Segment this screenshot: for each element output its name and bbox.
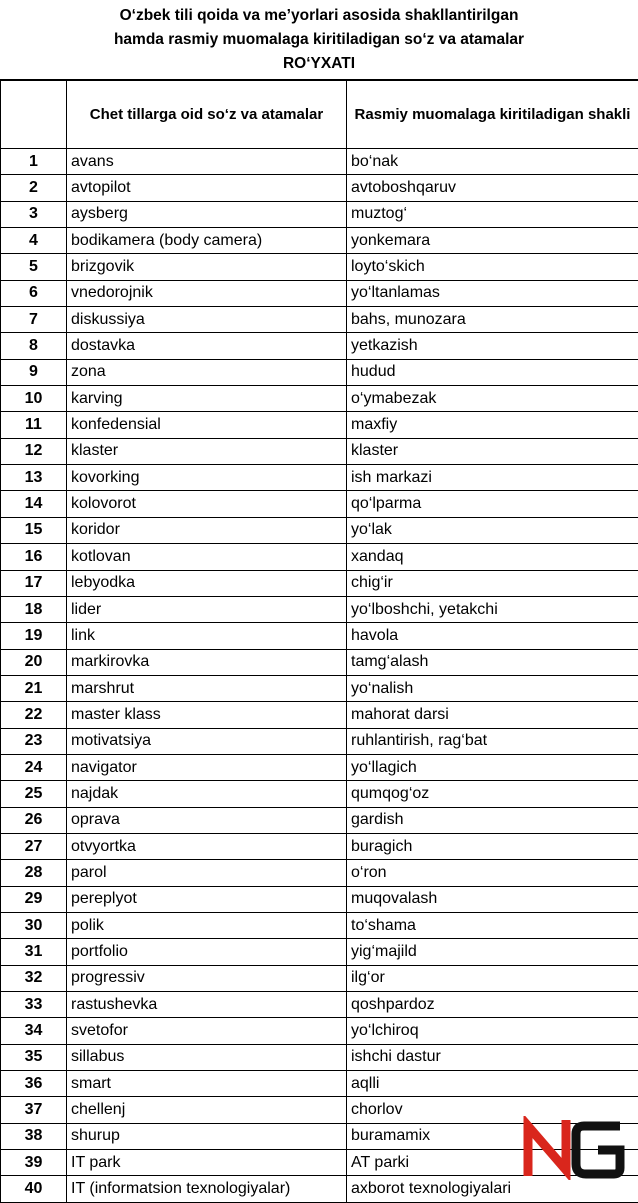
- row-number: 31: [1, 939, 67, 965]
- row-number: 19: [1, 623, 67, 649]
- row-number: 25: [1, 781, 67, 807]
- official-form-cell: yo‘llagich: [347, 754, 638, 780]
- row-number: 11: [1, 412, 67, 438]
- official-form-cell: mahorat darsi: [347, 702, 638, 728]
- foreign-word-cell: konfedensial: [67, 412, 347, 438]
- foreign-word-cell: markirovka: [67, 649, 347, 675]
- row-number: 2: [1, 175, 67, 201]
- table-row: [1, 886, 638, 912]
- table-row: [1, 596, 638, 622]
- foreign-word-cell: shurup: [67, 1123, 347, 1149]
- table-row: [1, 386, 638, 412]
- table-row: [1, 280, 638, 306]
- row-number: 10: [1, 386, 67, 412]
- row-number: 12: [1, 438, 67, 464]
- row-number: 5: [1, 254, 67, 280]
- row-number: 1: [1, 149, 67, 175]
- official-form-cell: qumqog‘oz: [347, 781, 638, 807]
- official-form-cell: buramamix: [347, 1123, 638, 1149]
- official-form-cell: chorlov: [347, 1097, 638, 1123]
- table-row: [1, 544, 638, 570]
- row-number: 27: [1, 833, 67, 859]
- table-row: [1, 359, 638, 385]
- official-form-cell: o‘ymabezak: [347, 386, 638, 412]
- row-number: 36: [1, 1071, 67, 1097]
- official-form-cell: yonkemara: [347, 228, 638, 254]
- foreign-word-cell: svetofor: [67, 1018, 347, 1044]
- table-row: [1, 965, 638, 991]
- foreign-word-cell: lebyodka: [67, 570, 347, 596]
- official-form-cell: gardish: [347, 807, 638, 833]
- foreign-word-cell: navigator: [67, 754, 347, 780]
- foreign-word-cell: avtopilot: [67, 175, 347, 201]
- foreign-word-cell: polik: [67, 912, 347, 938]
- table-row: [1, 201, 638, 227]
- row-number: 40: [1, 1176, 67, 1202]
- official-form-cell: maxfiy: [347, 412, 638, 438]
- row-number: 24: [1, 754, 67, 780]
- row-number: 38: [1, 1123, 67, 1149]
- foreign-word-cell: lider: [67, 596, 347, 622]
- official-form-cell: qoshpardoz: [347, 992, 638, 1018]
- row-number: 37: [1, 1097, 67, 1123]
- title-line-3: RO‘YXATI: [0, 52, 638, 76]
- table-header-row: [1, 81, 638, 149]
- foreign-word-cell: parol: [67, 860, 347, 886]
- row-number: 23: [1, 728, 67, 754]
- official-form-cell: axborot texnologiyalari: [347, 1176, 638, 1202]
- foreign-word-cell: sillabus: [67, 1044, 347, 1070]
- row-number: 32: [1, 965, 67, 991]
- official-form-cell: ilg‘or: [347, 965, 638, 991]
- row-number: 21: [1, 675, 67, 701]
- row-number: 39: [1, 1150, 67, 1176]
- foreign-word-cell: dostavka: [67, 333, 347, 359]
- row-number: 3: [1, 201, 67, 227]
- foreign-word-cell: motivatsiya: [67, 728, 347, 754]
- official-form-cell: yo‘nalish: [347, 675, 638, 701]
- row-number: 15: [1, 517, 67, 543]
- foreign-word-cell: vnedorojnik: [67, 280, 347, 306]
- row-number: 6: [1, 280, 67, 306]
- word-list-table: [0, 80, 638, 1203]
- official-form-cell: yig‘majild: [347, 939, 638, 965]
- official-form-cell: tamg‘alash: [347, 649, 638, 675]
- row-number: 35: [1, 1044, 67, 1070]
- foreign-word-cell: IT park: [67, 1150, 347, 1176]
- foreign-word-cell: chellenj: [67, 1097, 347, 1123]
- table-row: [1, 307, 638, 333]
- official-form-cell: havola: [347, 623, 638, 649]
- ng-logo: [522, 1116, 626, 1180]
- table-row: [1, 1018, 638, 1044]
- official-form-cell: yo‘lchiroq: [347, 1018, 638, 1044]
- official-form-cell: o‘ron: [347, 860, 638, 886]
- row-number: 26: [1, 807, 67, 833]
- foreign-word-cell: progressiv: [67, 965, 347, 991]
- table-row: [1, 912, 638, 938]
- official-form-cell: AT parki: [347, 1150, 638, 1176]
- row-number: 28: [1, 860, 67, 886]
- table-row: [1, 860, 638, 886]
- foreign-word-cell: rastushevka: [67, 992, 347, 1018]
- header-official-form: Rasmiy muomalaga kiritiladigan shakli: [347, 81, 638, 149]
- foreign-word-cell: kotlovan: [67, 544, 347, 570]
- table-row: [1, 781, 638, 807]
- official-form-cell: ruhlantirish, rag‘bat: [347, 728, 638, 754]
- row-number: 20: [1, 649, 67, 675]
- official-form-cell: muqovalash: [347, 886, 638, 912]
- official-form-cell: hudud: [347, 359, 638, 385]
- official-form-cell: yo‘lak: [347, 517, 638, 543]
- table-row: [1, 623, 638, 649]
- row-number: 30: [1, 912, 67, 938]
- table-row: [1, 517, 638, 543]
- foreign-word-cell: diskussiya: [67, 307, 347, 333]
- table-row: [1, 438, 638, 464]
- foreign-word-cell: zona: [67, 359, 347, 385]
- foreign-word-cell: portfolio: [67, 939, 347, 965]
- official-form-cell: yo‘lboshchi, yetakchi: [347, 596, 638, 622]
- table-row: [1, 649, 638, 675]
- foreign-word-cell: avans: [67, 149, 347, 175]
- table-body: [1, 149, 638, 1203]
- official-form-cell: loyto‘skich: [347, 254, 638, 280]
- foreign-word-cell: pereplyot: [67, 886, 347, 912]
- official-form-cell: buragich: [347, 833, 638, 859]
- table-row: [1, 728, 638, 754]
- table-row: [1, 412, 638, 438]
- official-form-cell: ishchi dastur: [347, 1044, 638, 1070]
- foreign-word-cell: link: [67, 623, 347, 649]
- table-row: [1, 228, 638, 254]
- row-number: 13: [1, 465, 67, 491]
- title-line-1: O‘zbek tili qoida va me’yorlari asosida shakllantirilgan: [0, 4, 638, 28]
- official-form-cell: bo‘nak: [347, 149, 638, 175]
- row-number: 8: [1, 333, 67, 359]
- row-number: 14: [1, 491, 67, 517]
- foreign-word-cell: aysberg: [67, 201, 347, 227]
- official-form-cell: yetkazish: [347, 333, 638, 359]
- foreign-word-cell: kovorking: [67, 465, 347, 491]
- foreign-word-cell: brizgovik: [67, 254, 347, 280]
- table-row: [1, 939, 638, 965]
- row-number: 18: [1, 596, 67, 622]
- table-row: [1, 570, 638, 596]
- foreign-word-cell: otvyortka: [67, 833, 347, 859]
- row-number: 4: [1, 228, 67, 254]
- official-form-cell: ish markazi: [347, 465, 638, 491]
- table-row: [1, 175, 638, 201]
- title-line-2: hamda rasmiy muomalaga kiritiladigan so‘z va atamalar: [0, 28, 638, 52]
- foreign-word-cell: koridor: [67, 517, 347, 543]
- table-row: [1, 1071, 638, 1097]
- row-number: 34: [1, 1018, 67, 1044]
- foreign-word-cell: marshrut: [67, 675, 347, 701]
- table-row: [1, 754, 638, 780]
- header-foreign-words: Chet tillarga oid so‘z va atamalar: [67, 81, 347, 149]
- foreign-word-cell: najdak: [67, 781, 347, 807]
- row-number: 7: [1, 307, 67, 333]
- table-row: [1, 833, 638, 859]
- row-number: 9: [1, 359, 67, 385]
- table-row: [1, 465, 638, 491]
- row-number: 33: [1, 992, 67, 1018]
- table-row: [1, 149, 638, 175]
- foreign-word-cell: karving: [67, 386, 347, 412]
- row-number: 29: [1, 886, 67, 912]
- table-row: [1, 254, 638, 280]
- foreign-word-cell: klaster: [67, 438, 347, 464]
- official-form-cell: chig‘ir: [347, 570, 638, 596]
- row-number: 16: [1, 544, 67, 570]
- table-row: [1, 702, 638, 728]
- official-form-cell: muztog‘: [347, 201, 638, 227]
- table-row: [1, 333, 638, 359]
- foreign-word-cell: master klass: [67, 702, 347, 728]
- table-row: [1, 807, 638, 833]
- official-form-cell: bahs, munozara: [347, 307, 638, 333]
- foreign-word-cell: bodikamera (body camera): [67, 228, 347, 254]
- foreign-word-cell: kolovorot: [67, 491, 347, 517]
- official-form-cell: yo‘ltanlamas: [347, 280, 638, 306]
- document-title: [0, 0, 638, 80]
- official-form-cell: klaster: [347, 438, 638, 464]
- foreign-word-cell: IT (informatsion texnologiyalar): [67, 1176, 347, 1202]
- table-row: [1, 675, 638, 701]
- official-form-cell: avtoboshqaruv: [347, 175, 638, 201]
- table-row: [1, 992, 638, 1018]
- foreign-word-cell: oprava: [67, 807, 347, 833]
- table-row: [1, 1044, 638, 1070]
- table-row: [1, 491, 638, 517]
- official-form-cell: to‘shama: [347, 912, 638, 938]
- official-form-cell: qo‘lparma: [347, 491, 638, 517]
- row-number: 22: [1, 702, 67, 728]
- official-form-cell: aqlli: [347, 1071, 638, 1097]
- official-form-cell: xandaq: [347, 544, 638, 570]
- header-number: [1, 81, 67, 149]
- row-number: 17: [1, 570, 67, 596]
- foreign-word-cell: smart: [67, 1071, 347, 1097]
